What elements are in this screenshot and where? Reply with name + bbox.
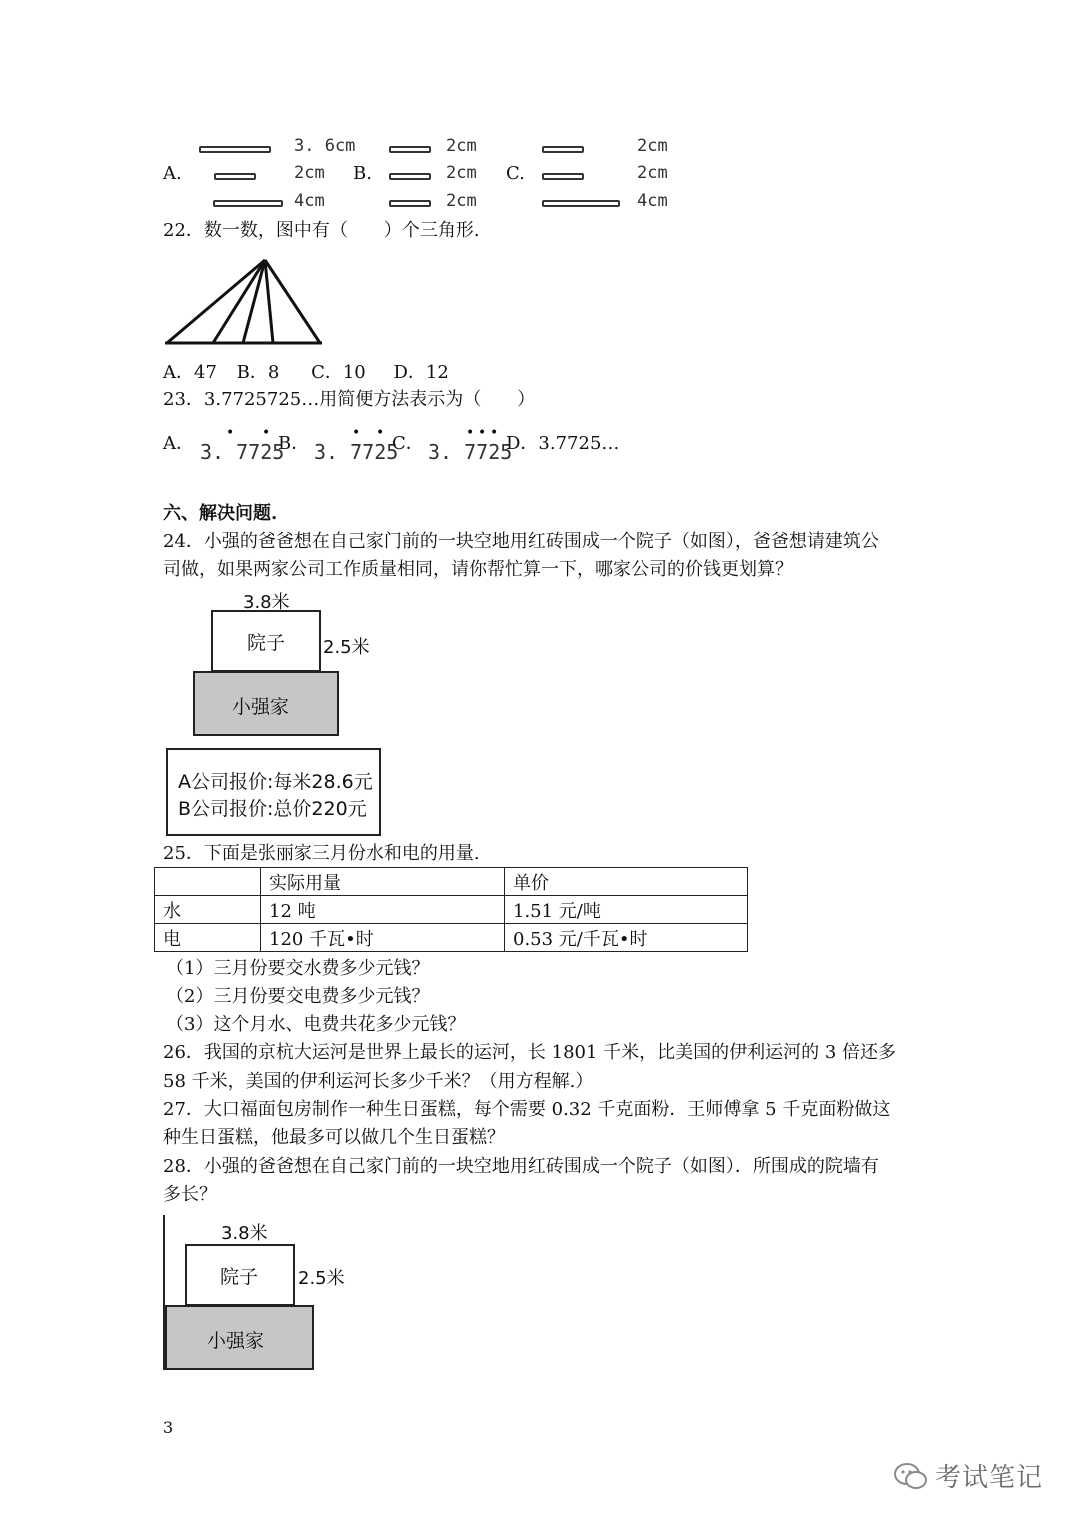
q23-option-a-number: 3. 7725 [200, 440, 285, 464]
q21-option-b-label: B. [353, 163, 372, 184]
house-label: 小强家 [232, 696, 290, 718]
repeat-dot-b2: • [376, 425, 385, 441]
stick-b1-label: 2cm [446, 136, 477, 156]
q24-line1: 24．小强的爸爸想在自己家门前的一块空地用红砖围成一个院子（如图），爸爸想请建筑公 [163, 531, 879, 552]
q22-option-d: D．12 [393, 362, 449, 383]
repeat-dot-b1: • [352, 425, 361, 441]
q22-options [163, 362, 449, 384]
q21-option-a-label: A. [163, 163, 182, 184]
stick-b3-label: 2cm [446, 191, 477, 211]
q22-option-c: C．10 [311, 362, 366, 383]
q23-option-c-label: C． [392, 433, 424, 454]
stick-b2 [389, 173, 431, 180]
table-cell: 水 [155, 896, 261, 924]
usage-table [154, 867, 748, 952]
table-cell: 电 [155, 924, 261, 952]
stick-c1-label: 2cm [637, 136, 668, 156]
q22-option-b: B．8 [236, 362, 280, 383]
stick-a3-label: 4cm [294, 191, 325, 211]
table-header-row [155, 868, 748, 896]
section-heading: 六、解决问题. [163, 503, 278, 524]
q28-line1: 28．小强的爸爸想在自己家门前的一块空地用红砖围成一个院子（如图）．所围成的院墙有 [163, 1156, 879, 1177]
table-header-cell [155, 868, 261, 896]
page-number: 3 [163, 1418, 174, 1437]
stick-a3 [213, 200, 283, 207]
yard-height-label: 2.5米 [298, 1268, 345, 1289]
price-quote-box [166, 748, 381, 836]
repeat-dot-a2: • [262, 425, 271, 441]
q22-option-a: A．47 [163, 362, 217, 383]
q23-option-a-label: A． [163, 433, 194, 454]
table-cell: 0.53 元/千瓦•时 [505, 924, 748, 952]
yard-width-label: 3.8米 [243, 592, 290, 613]
q25-question: 25．下面是张丽家三月份水和电的用量. [163, 843, 480, 864]
q24-line2: 司做，如果两家公司工作质量相同，请你帮忙算一下，哪家公司的价钱更划算？ [163, 559, 793, 580]
q27-line2: 种生日蛋糕，他最多可以做几个生日蛋糕？ [163, 1127, 505, 1148]
q23-option-c-number: 3. 7725 [428, 440, 513, 464]
repeat-dot-c1: • [466, 425, 475, 441]
q25-sub1: （1）三月份要交水费多少元钱？ [166, 958, 430, 979]
house-label: 小强家 [207, 1330, 265, 1352]
table-cell: 12 吨 [261, 896, 505, 924]
table-header-cell: 实际用量 [261, 868, 505, 896]
q22-question: 22．数一数，图中有（ ）个三角形. [163, 220, 480, 241]
wechat-icon [893, 1461, 929, 1491]
stick-a1-label: 3. 6cm [294, 136, 356, 156]
repeat-dot-a1: • [226, 425, 235, 441]
q26-line2: 58 千米，美国的伊利运河长多少千米？（用方程解.） [163, 1071, 594, 1092]
q23-question: 23．3.7725725…用简便方法表示为（ ） [163, 389, 536, 410]
stick-b1 [389, 146, 431, 153]
quote-b: B公司报价:总价220元 [178, 798, 367, 820]
q27-line1: 27．大口福面包房制作一种生日蛋糕，每个需要 0.32 千克面粉．王师傅拿 5 千克面粉做这 [163, 1099, 891, 1120]
q23-option-b-label: B． [278, 433, 310, 454]
stick-a2 [214, 173, 256, 180]
q28-line2: 多长？ [163, 1184, 217, 1205]
q21-option-c-label: C. [506, 163, 525, 184]
q25-sub3: （3）这个月水、电费共花多少元钱？ [166, 1014, 466, 1035]
yard-label: 院子 [247, 632, 286, 654]
stick-a2-label: 2cm [294, 163, 325, 183]
stick-c2-label: 2cm [637, 163, 668, 183]
yard-width-label: 3.8米 [221, 1223, 268, 1244]
stick-c1 [542, 146, 584, 153]
stick-a1 [199, 146, 271, 153]
table-header-cell: 单价 [505, 868, 748, 896]
q26-line1: 26．我国的京杭大运河是世界上最长的运河，长 1801 千米，比美国的伊利运河的 3 倍还多 [163, 1042, 897, 1063]
table-row [155, 924, 748, 952]
triangle-figure [165, 255, 325, 347]
table-cell: 1.51 元/吨 [505, 896, 748, 924]
stick-b3 [389, 200, 431, 207]
stick-c3-label: 4cm [637, 191, 668, 211]
repeat-dot-c3: • [490, 425, 499, 441]
table-row [155, 896, 748, 924]
watermark [893, 1457, 1043, 1494]
quote-a: A公司报价:每米28.6元 [178, 771, 373, 793]
table-cell: 120 千瓦•时 [261, 924, 505, 952]
watermark-text: 考试笔记 [935, 1463, 1044, 1493]
q25-sub2: （2）三月份要交电费多少元钱？ [166, 986, 430, 1007]
stick-c2 [542, 173, 584, 180]
q23-option-b-number: 3. 7725 [314, 440, 399, 464]
q23-option-d: D．3.7725… [506, 433, 620, 454]
yard-height-label: 2.5米 [323, 637, 370, 658]
yard-label: 院子 [220, 1266, 259, 1288]
repeat-dot-c2: • [478, 425, 487, 441]
stick-c3 [542, 200, 620, 207]
stick-b2-label: 2cm [446, 163, 477, 183]
